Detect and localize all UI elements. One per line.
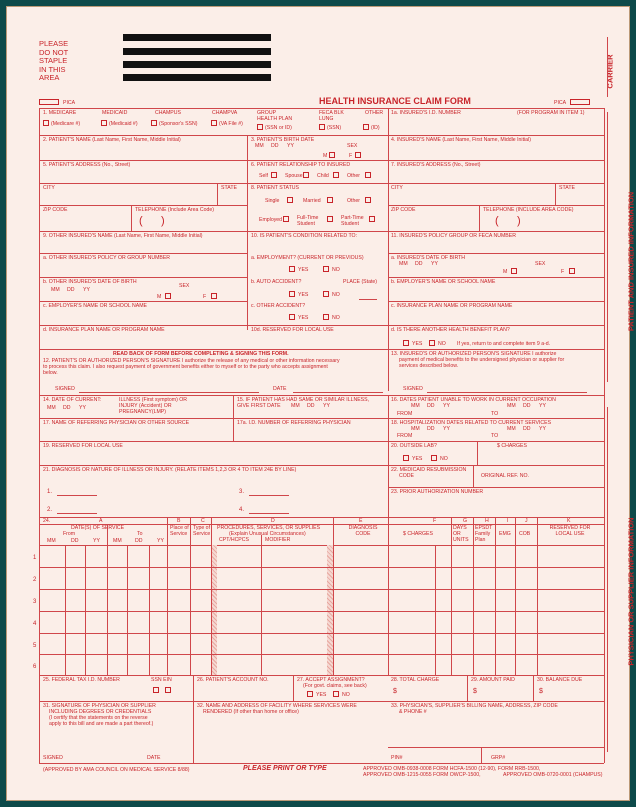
physician-signature-label: 31. SIGNATURE OF PHYSICIAN OR SUPPLIER bbox=[43, 703, 156, 709]
tax-id-label: 25. FEDERAL TAX I.D. NUMBER bbox=[43, 677, 120, 683]
diagnosis-label: 21. DIAGNOSIS OR NATURE OF ILLNESS OR INJURY. (RELATE ITEMS 1,2,3 OR 4 TO ITEM 24E BY LINE) bbox=[43, 467, 297, 473]
omb-approval-3: APPROVED OMB-0720-0001 (CHAMPUS) bbox=[503, 772, 603, 778]
group-checkbox[interactable] bbox=[257, 124, 263, 130]
patient-telephone-label: TELEPHONE (Include Area Code) bbox=[135, 207, 214, 213]
procedures-header: PROCEDURES, SERVICES, OR SUPPLIES bbox=[217, 525, 321, 531]
other-insured-dob-label: b. OTHER INSURED'S DATE OF BIRTH bbox=[43, 279, 137, 285]
medicaid-checkbox[interactable] bbox=[101, 120, 107, 126]
prior-auth-label: 23. PRIOR AUTHORIZATION NUMBER bbox=[391, 489, 484, 495]
patient-city-label: CITY bbox=[43, 185, 55, 191]
account-no-label: 26. PATIENT'S ACCOUNT NO. bbox=[197, 677, 269, 683]
employment-yes-checkbox[interactable] bbox=[289, 266, 295, 272]
billing-label: 33. PHYSICIAN'S, SUPPLIER'S BILLING NAME, ADDRESS, ZIP CODE bbox=[391, 703, 558, 709]
reserved-10d-label: 10d. RESERVED FOR LOCAL USE bbox=[251, 327, 334, 333]
accept-yes-checkbox[interactable] bbox=[307, 691, 313, 697]
service-line-number: 3 bbox=[33, 599, 37, 605]
omb-approval-1: APPROVED OMB-0938-0008 FORM HCFA-1500 (12-90), FORM RRB-1500, bbox=[363, 766, 541, 772]
insured-policy-group-label: 11. INSURED'S POLICY GROUP OR FECA NUMBER bbox=[391, 233, 516, 239]
feca-label: FECA BLK LUNG bbox=[319, 110, 344, 122]
employment-no-checkbox[interactable] bbox=[323, 266, 329, 272]
epsdt-header: EPSDT Family Plan bbox=[475, 525, 493, 543]
pica-left-label: PICA bbox=[63, 100, 76, 106]
referring-id-label: 17a. I.D. NUMBER OF REFERRING PHYSICIAN bbox=[237, 420, 351, 426]
champus-checkbox[interactable] bbox=[151, 120, 157, 126]
patient-state-label: STATE bbox=[221, 185, 237, 191]
other-insured-sex-m-checkbox[interactable] bbox=[165, 293, 171, 299]
amount-paid-label: 29. AMOUNT PAID bbox=[471, 677, 515, 683]
other-checkbox[interactable] bbox=[363, 124, 369, 130]
patient-phone-parens: ( ) bbox=[139, 215, 165, 227]
champva-checkbox[interactable] bbox=[211, 120, 217, 126]
insured-dob-label: a. INSURED'S DATE OF BIRTH bbox=[391, 255, 466, 261]
pica-right-checkbox[interactable] bbox=[570, 99, 590, 105]
physician-supplier-section-label: PHYSICIAN OR SUPPLIER INFORMATION bbox=[626, 517, 636, 666]
omb-approval-2: APPROVED OMB-1215-0055 FORM OWCP-1500, bbox=[363, 772, 481, 778]
service-line-number: 4 bbox=[33, 621, 37, 627]
for-program-label: (FOR PROGRAM IN ITEM 1) bbox=[517, 110, 585, 116]
ssn-checkbox[interactable] bbox=[153, 687, 159, 693]
redaction-bar bbox=[123, 74, 271, 81]
medicaid-label: MEDICAID bbox=[102, 110, 128, 116]
insured-phone-parens: ( ) bbox=[495, 215, 521, 227]
another-plan-label: d. IS THERE ANOTHER HEALTH BENEFIT PLAN? bbox=[391, 327, 510, 333]
patient-insured-section-label: PATIENT AND INSURED INFORMATION bbox=[626, 191, 636, 332]
patient-sex-f-checkbox[interactable] bbox=[355, 152, 361, 158]
hospitalization-label: 18. HOSPITALIZATION DATES RELATED TO CURRENT SERVICES bbox=[391, 420, 552, 426]
insured-plan-label: c. INSURANCE PLAN NAME OR PROGRAM NAME bbox=[391, 303, 513, 309]
service-line-number: 1 bbox=[33, 555, 37, 561]
days-units-header: DAYS OR UNITS bbox=[453, 525, 469, 543]
outside-lab-yes-checkbox[interactable] bbox=[403, 455, 409, 461]
medicare-label: 1. MEDICARE bbox=[43, 110, 77, 116]
insured-employer-label: b. EMPLOYER'S NAME OR SCHOOL NAME bbox=[391, 279, 496, 285]
charges-header: $ CHARGES bbox=[403, 531, 433, 537]
champva-label: CHAMPVA bbox=[212, 110, 238, 116]
group-health-plan-label: GROUP HEALTH PLAN bbox=[257, 110, 293, 122]
outside-lab-no-checkbox[interactable] bbox=[431, 455, 437, 461]
feca-checkbox[interactable] bbox=[319, 124, 325, 130]
accept-no-checkbox[interactable] bbox=[333, 691, 339, 697]
other-insured-sex-f-checkbox[interactable] bbox=[211, 293, 217, 299]
relationship-spouse-checkbox[interactable] bbox=[303, 172, 309, 178]
type-of-service-header: Type of Service bbox=[193, 525, 211, 537]
status-employed-checkbox[interactable] bbox=[283, 216, 289, 222]
auto-accident-no-checkbox[interactable] bbox=[323, 291, 329, 297]
insured-telephone-label: TELEPHONE (INCLUDE AREA CODE) bbox=[483, 207, 574, 213]
redaction-bar bbox=[123, 48, 271, 55]
patient-birth-date-label: 3. PATIENT'S BIRTH DATE bbox=[251, 137, 315, 143]
status-parttime-checkbox[interactable] bbox=[369, 216, 375, 222]
patient-name-label: 2. PATIENT'S NAME (Last Name, First Name, Middle Initial) bbox=[43, 137, 181, 143]
carrier-label: CARRIER bbox=[605, 54, 615, 89]
other-label: OTHER bbox=[365, 110, 384, 116]
patient-sex-m-checkbox[interactable] bbox=[329, 152, 335, 158]
ein-checkbox[interactable] bbox=[165, 687, 171, 693]
redaction-bar bbox=[123, 61, 271, 68]
condition-label: 10. IS PATIENT'S CONDITION RELATED TO: bbox=[251, 233, 358, 239]
place-of-service-header: Place of Service bbox=[170, 525, 189, 537]
reserved-19-label: 19. RESERVED FOR LOCAL USE bbox=[43, 443, 123, 449]
plan-name-label: d. INSURANCE PLAN NAME OR PROGRAM NAME bbox=[43, 327, 165, 333]
patient-address-label: 5. PATIENT'S ADDRESS (No., Street) bbox=[43, 162, 131, 168]
insured-sex-f-checkbox[interactable] bbox=[569, 268, 575, 274]
other-accident-yes-checkbox[interactable] bbox=[289, 314, 295, 320]
service-line-number: 5 bbox=[33, 643, 37, 649]
insured-state-label: STATE bbox=[559, 185, 575, 191]
same-illness-label: 15. IF PATIENT HAS HAD SAME OR SIMILAR ILLNESS, bbox=[237, 397, 370, 403]
status-single-checkbox[interactable] bbox=[287, 197, 293, 203]
total-charge-label: 28. TOTAL CHARGE bbox=[391, 677, 440, 683]
redaction-bar bbox=[123, 34, 271, 41]
other-policy-label: a. OTHER INSURED'S POLICY OR GROUP NUMBER bbox=[43, 255, 171, 261]
insured-city-label: CITY bbox=[391, 185, 403, 191]
other-accident-label: c. OTHER ACCIDENT? bbox=[251, 303, 306, 309]
relationship-other-checkbox[interactable] bbox=[365, 172, 371, 178]
emg-header: EMG bbox=[499, 531, 511, 537]
balance-due-label: 30. BALANCE DUE bbox=[537, 677, 583, 683]
date-current-label: 14. DATE OF CURRENT: bbox=[43, 397, 102, 403]
insured-sex-m-checkbox[interactable] bbox=[511, 268, 517, 274]
patient-zip-label: ZIP CODE bbox=[43, 207, 68, 213]
insured-address-label: 7. INSURED'S ADDRESS (No., Street) bbox=[391, 162, 481, 168]
status-other-checkbox[interactable] bbox=[365, 197, 371, 203]
other-accident-no-checkbox[interactable] bbox=[323, 314, 329, 320]
service-line-number: 2 bbox=[33, 577, 37, 583]
reserved-local-header: RESERVED FOR LOCAL USE bbox=[549, 525, 591, 537]
staple-notice: PLEASE DO NOT STAPLE IN THIS AREA bbox=[39, 39, 69, 82]
facility-label: 32. NAME AND ADDRESS OF FACILITY WHERE SERVICES WERE bbox=[197, 703, 357, 709]
auto-accident-label: b. AUTO ACCIDENT? bbox=[251, 279, 302, 285]
outside-lab-label: 20. OUTSIDE LAB? bbox=[391, 443, 437, 449]
unable-work-label: 16. DATES PATIENT UNABLE TO WORK IN CURRENT OCCUPATION bbox=[391, 397, 556, 403]
accept-assignment-label: 27. ACCEPT ASSIGNMENT? bbox=[297, 677, 365, 683]
read-back-notice: READ BACK OF FORM BEFORE COMPLETING & SIGNING THIS FORM. bbox=[113, 351, 289, 357]
ama-approval-note: (APPROVED BY AMA COUNCIL ON MEDICAL SERVICE 8/88) bbox=[43, 767, 190, 773]
another-plan-yes-checkbox[interactable] bbox=[403, 340, 409, 346]
insured-id-label: 1a. INSURED'S I.D. NUMBER bbox=[391, 110, 461, 116]
cob-header: COB bbox=[519, 531, 531, 537]
print-or-type-note: PLEASE PRINT OR TYPE bbox=[243, 765, 327, 772]
status-fulltime-checkbox[interactable] bbox=[327, 216, 333, 222]
auto-accident-yes-checkbox[interactable] bbox=[289, 291, 295, 297]
insured-name-label: 4. INSURED'S NAME (Last Name, First Name, Middle Initial) bbox=[391, 137, 531, 143]
employment-label: a. EMPLOYMENT? (CURRENT OR PREVIOUS) bbox=[251, 255, 364, 261]
champus-label: CHAMPUS bbox=[155, 110, 181, 116]
form-title: HEALTH INSURANCE CLAIM FORM bbox=[319, 96, 471, 106]
relationship-label: 6. PATIENT RELATIONSHIP TO INSURED bbox=[251, 162, 351, 168]
relationship-child-checkbox[interactable] bbox=[333, 172, 339, 178]
employer-name-label: c. EMPLOYER'S NAME OR SCHOOL NAME bbox=[43, 303, 147, 309]
pica-right-label: PICA bbox=[554, 100, 567, 106]
other-insured-name-label: 9. OTHER INSURED'S NAME (Last Name, First Name, Middle Initial) bbox=[43, 233, 203, 239]
referring-physician-label: 17. NAME OF REFERRING PHYSICIAN OR OTHER SOURCE bbox=[43, 420, 190, 426]
claim-form-sheet: PLEASE DO NOT STAPLE IN THIS AREA CARRIER PICA HEALTH INSURANCE CLAIM FORM PICA PATIENT AND INSURED INFORMATION PHYSICIAN OR SUPPLIER INFORMATION 1. MEDICARE MEDICAID CHAMPUS CHAMPVA GROUP HEALTH PLAN FECA BLK LUNG OTHER 1a. INSURED'S I.D. NUMBER (FOR PROGRAM IN ITEM 1) (Medicare #) (Medicaid #) (Sponsor's SSN) (VA File #) (SSN or ID) (SSN) (ID) 2. PATIENT'S NAME (Last Name, First Name, Middle Initial) 3. PATIENT'S BIRTH DATE MM DD YY SEX M F 4. INSURED'S NAME (Last Name, First Name, Middle Initial) 5. PATIENT'S ADDRESS (No., Street) 6. PATIENT RELATIONSHIP TO INSURED Self Spouse Child Other 7. INSURED'S ADDRESS (No., Street) CITY STATE 8. PATIENT STATUS Single Married Other CITY STATE ZIP CODE TELEPHONE (Include Area Code) ( ) Employed Full-Time Student Part-Time Student ZIP CODE TELEPHONE (INCLUDE AREA CODE) ( ) 9. OTHER INSURED'S NAME (Last Name, First Name, Middle Initial) 10. IS PATIENT'S CONDITION RELATED TO: 11. INSURED'S POLICY GROUP OR FECA NUMBER a. OTHER INSURED'S POLICY OR GROUP NUMBER a. EMPLOYMENT? (CURRENT OR PREVIOUS) YES NO a. INSURED'S DATE OF BIRTH MM DD YY SEX M F b. OTHER INSURED'S DATE OF BIRTH MM DD YY SEX M F b. AUTO ACCIDENT? PLACE (State) YES NO b. EMPLOYER'S NAME OR SCHOOL NAME c. EMPLOYER'S NAME OR SCHOOL NAME c. OTHER ACCIDENT? YES NO c. INSURANCE PLAN NAME OR PROGRAM NAME d. INSURANCE PLAN NAME OR PROGRAM NAME 10d. RESERVED FOR LOCAL USE d. IS THERE ANOTHER HEALTH BENEFIT PLAN? YES NO If yes, return to and complete item 9 a-d. READ BACK OF FORM BEFORE COMPLETING & SIGNING THIS FORM. 12. PATIENT'S OR AUTHORIZED PERSON'S SIGNATURE I authorize the release of any medical or other information necessary to process this claim. I also request payment of government benefits either to myself or to the party who accepts assignment below. SIGNED DATE 13. INSURED'S OR AUTHORIZED PERSON'S SIGNATURE I authorize payment of medical benefits to the undersigned physician or supplier for services described below. SIGNED 14. DATE OF CURRENT: MM DD YY ILLNESS (First symptom) OR INJURY (Accident) OR PREGNANCY(LMP) 15. IF PATIENT HAS HAD SAME OR SIMILAR ILLNESS, GIVE FIRST DATE MM DD YY 16. DATES PATIENT UNABLE TO WORK IN CURRENT OCCUPATION MM DD YY MM DD YY FROM TO 17. NAME OF REFERRING PHYSICIAN OR OTHER SOURCE 17a. I.D. NUMBER OF REFERRING PHYSICIAN 18. HOSPITALIZATION DATES RELATED TO CURRENT SERVICES MM DD YY MM DD YY FROM TO 19. RESERVED FOR LOCAL USE 20. OUTSIDE LAB? $ CHARGES YES NO 21. DIAGNOSIS OR NATURE OF ILLNESS OR INJURY. (RELATE ITEMS 1,2,3 OR 4 TO ITEM 24E BY LINE) 22. MEDICAID RESUBMISSION CODE ORIGINAL REF. NO. 1. 3. 2. 4. 23. PRIOR AUTHORIZATION NUMBER 24. A B C D E F G H I J K DATE(S) OF SERVICE From To MM DD YY MM DD YY Place of Service Type of Service PROCEDURES, SERVICES, OR SUPPLIES (Explain Unusual Circumstances) CPT/HCPCS MODIFIER DIAGNOSIS CODE $ CHARGES DAYS OR UNITS EPSDT Family Plan EMG COB RESERVED FOR LOCAL USE 1 2 3 4 5 6 25. FEDERAL TAX I.D. NUMBER SSN EIN 26. PATIENT'S ACCOUNT NO. 27. ACCEPT ASSIGNMENT? (For govt. claims, see back) YES NO 28. TOTAL CHARGE $ 29. AMOUNT PAID $ 30. BALANCE DUE $ 31. SIGNATURE OF PHYSICIAN OR SUPPLIER INCLUDING DEGREES OR CREDENTIALS (I certify that the statements on the reverse apply to this bill and are made a part thereof.) 32. NAME AND ADDRESS OF FACILITY WHERE SERVICES WERE RENDERED (If other than home or office) 33. PHYSICIAN'S, SUPPLIER'S BILLING NAME, ADDRESS, ZIP CODE & PHONE # SIGNED DATE PIN# GRP# (APPROVED BY AMA COUNCIL ON MEDICAL SERVICE 8/88) PLEASE PRINT OR TYPE APPROVED OMB-0938-0008 FORM HCFA-1500 (12-90), FORM RRB-1500, APPROVED OMB-1215-0055 FORM OWCP-1500, APPROVED OMB-0720-0001 (CHAMPUS) bbox=[6, 6, 630, 801]
insured-zip-label: ZIP CODE bbox=[391, 207, 416, 213]
patient-status-label: 8. PATIENT STATUS bbox=[251, 185, 299, 191]
status-married-checkbox[interactable] bbox=[327, 197, 333, 203]
diagnosis-code-header: DIAGNOSIS CODE bbox=[348, 525, 378, 537]
relationship-self-checkbox[interactable] bbox=[271, 172, 277, 178]
service-dates-header: DATE(S) OF SERVICE bbox=[71, 525, 125, 531]
resubmission-label: 22. MEDICAID RESUBMISSION bbox=[391, 467, 467, 473]
service-line-number: 6 bbox=[33, 664, 37, 670]
pica-left-checkbox[interactable] bbox=[39, 99, 59, 105]
another-plan-no-checkbox[interactable] bbox=[429, 340, 435, 346]
medicare-checkbox[interactable] bbox=[43, 120, 49, 126]
